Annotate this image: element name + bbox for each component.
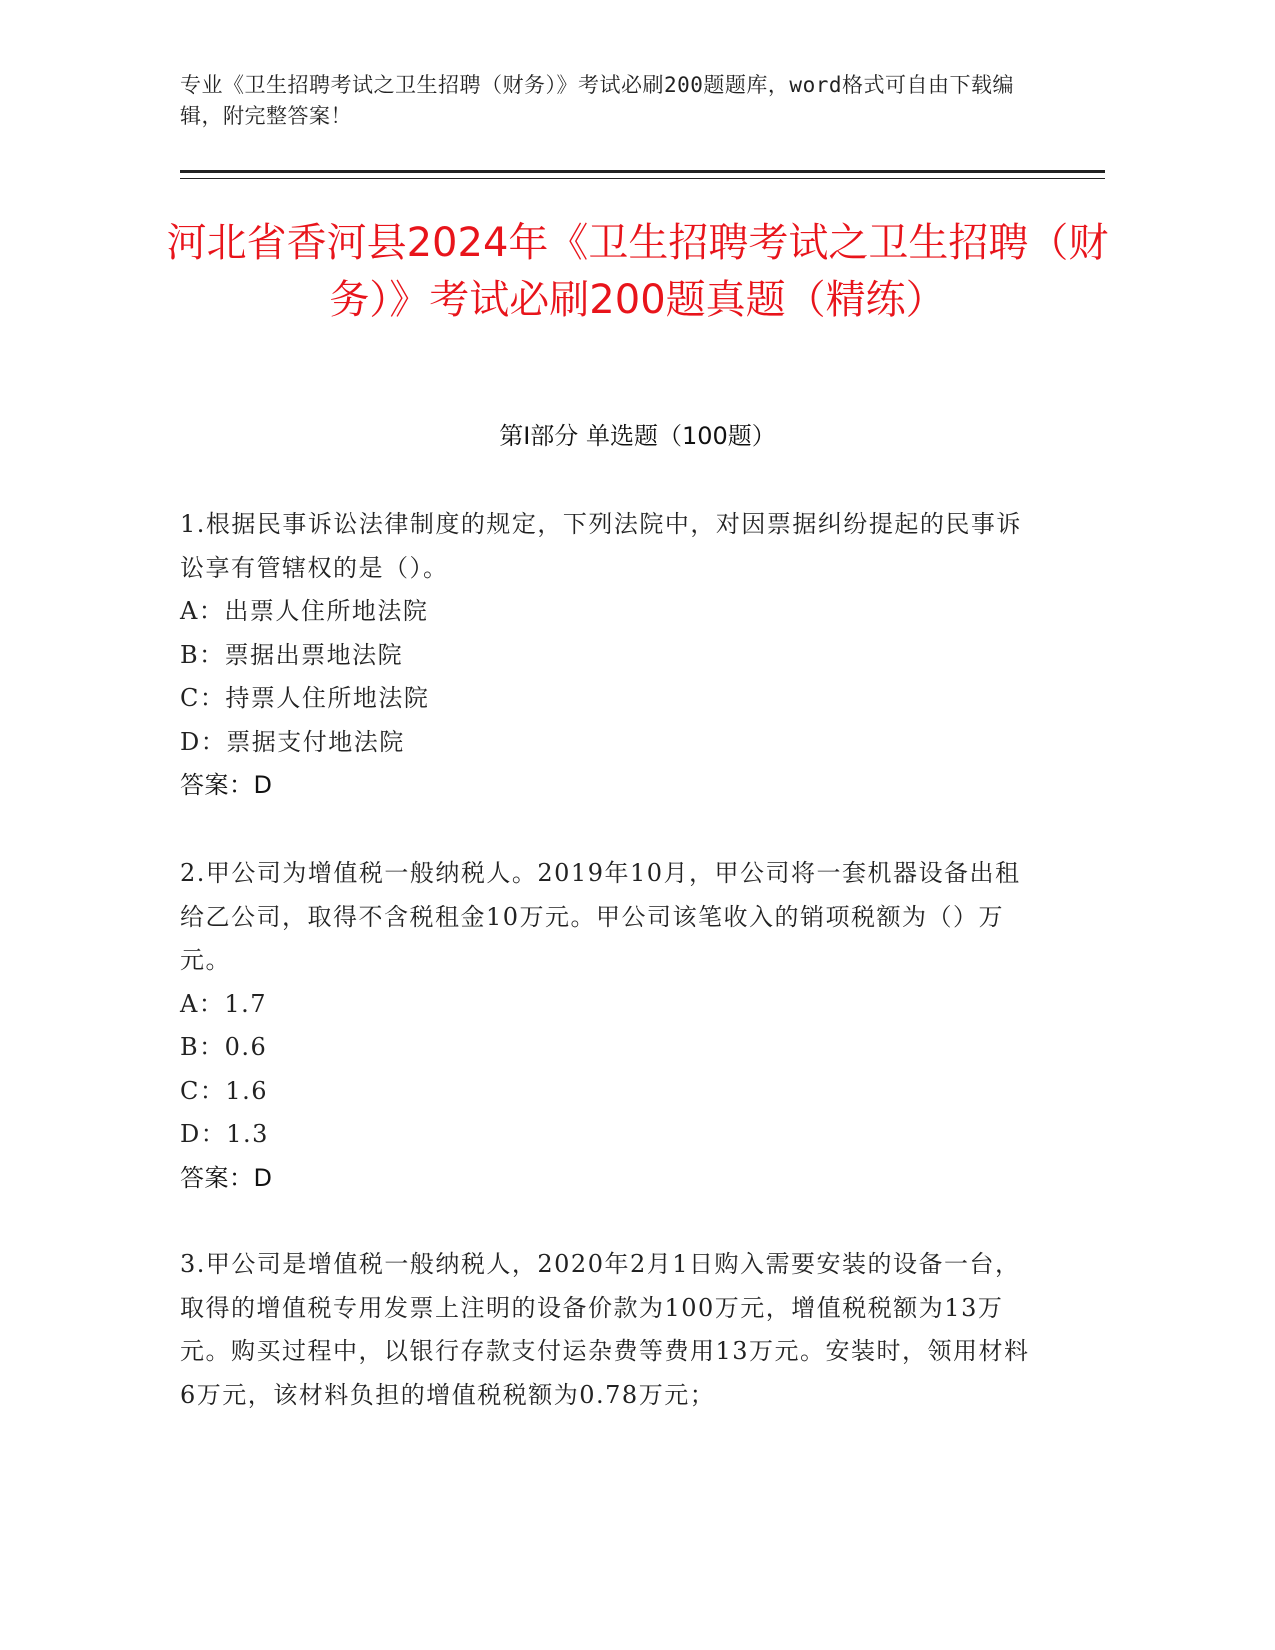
option-c: C：持票人住所地法院 <box>180 684 430 712</box>
question-1 <box>180 503 1035 808</box>
option-a: A：出票人住所地法院 <box>180 597 429 625</box>
answer: 答案：D <box>180 771 273 799</box>
question-2 <box>180 852 1035 1200</box>
question-stem: 1.根据民事诉讼法律制度的规定，下列法院中，对因票据纠纷提起的民事诉讼享有管辖权的是（）。 <box>180 510 1022 582</box>
option-d: D：票据支付地法院 <box>180 727 405 756</box>
document-title: 河北省香河县2024年《卫生招聘考试之卫生招聘（财务）》考试必刷200题真题（精练） <box>166 220 1109 323</box>
option-c: C：1.6 <box>180 1076 269 1105</box>
section-heading: 第I部分 单选题（100题） <box>499 422 776 450</box>
question-3 <box>180 1243 1035 1417</box>
answer: 答案：D <box>180 1163 273 1192</box>
option-a: A：1.7 <box>180 989 267 1018</box>
header-note: 专业《卫生招聘考试之卫生招聘（财务）》考试必刷200题题库，word格式可自由下载编辑，附完整答案！ <box>180 73 1014 128</box>
option-b: B：票据出票地法院 <box>180 640 404 669</box>
question-stem: 3.甲公司是增值税一般纳税人，2020年2月1日购入需要安装的设备一台，取得的增值税专用发票上注明的设备价款为100万元，增值税税额为13万元。购买过程中，以银行存款支付运杂费等费用13万元。安装时，领用材料6万元，该材料负担的增值税税额为0.78万元； <box>180 1250 1030 1409</box>
question-stem: 2.甲公司为增值税一般纳税人。2019年10月，甲公司将一套机器设备出租给乙公司，取得不含税租金10万元。甲公司该笔收入的销项税额为（）万元。 <box>180 859 1021 974</box>
header-divider-thin <box>180 178 1105 179</box>
option-b: B：0.6 <box>180 1033 268 1061</box>
header-divider-thick <box>180 170 1105 173</box>
option-d: D：1.3 <box>180 1120 269 1148</box>
